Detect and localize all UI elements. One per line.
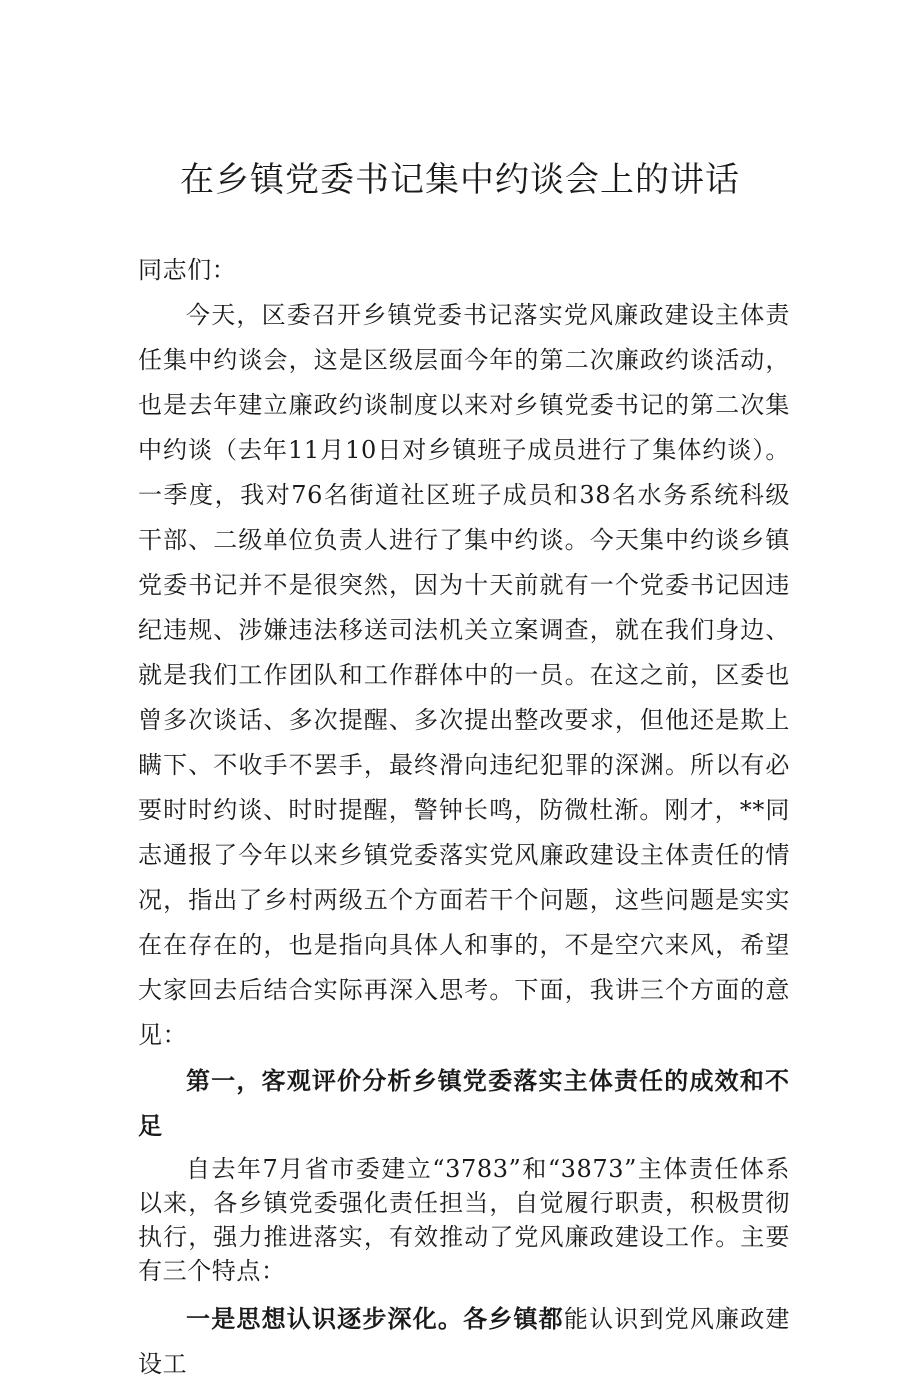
document-title: 在乡镇党委书记集中约谈会上的讲话 [180, 160, 740, 200]
point-1-lead: 一是思想认识逐步深化。各乡镇都 [186, 1304, 564, 1333]
document-body [138, 248, 790, 1387]
section-heading-1: 第一，客观评价分析乡镇党委落实主体责任的成效和不足 [138, 1066, 790, 1140]
paragraph-section-1: 自去年7月省市委建立“3783”和“3873”主体责任体系以来，各乡镇党委强化责任担当，自觉履行职责，积极贯彻执行，强力推进落实，有效推动了党风廉政建设工作。主要有三个特点： [138, 1155, 790, 1285]
point-1-text: 能认识到党风廉政建设工 [138, 1305, 791, 1378]
paragraph-point-1 [138, 1296, 790, 1387]
paragraph-intro: 今天，区委召开乡镇党委书记落实党风廉政建设主体责任集中约谈会，这是区级层面今年的第二次廉政约谈活动，也是去年建立廉政约谈制度以来对乡镇党委书记的第二次集中约谈（去年11月10日对乡镇班子成员进行了集体约谈）。一季度，我对76名街道社区班子成员和38名水务系统科级干部、二级单位负责人进行了集中约谈。今天集中约谈乡镇党委书记并不是很突然，因为十天前就有一个党委书记因违纪违规、涉嫌违法移送司法机关立案调查，就在我们身边、就是我们工作团队和工作群体中的一员。在这之前，区委也曾多次谈话、多次提醒、多次提出整改要求，但他还是欺上瞒下、不收手不罢手，最终滑向违纪犯罪的深渊。所以有必要时时约谈、时时提醒，警钟长鸣，防微杜渐。刚才，**同志通报了今年以来乡镇党委落实党风廉政建设主体责任的情况，指出了乡村两级五个方面若干个问题，这些问题是实实在在存在的，也是指向具体人和事的，不是空穴来风，希望大家回去后结合实际再深入思考。下面，我讲三个方面的意见： [138, 301, 790, 1049]
salutation: 同志们： [138, 256, 237, 284]
